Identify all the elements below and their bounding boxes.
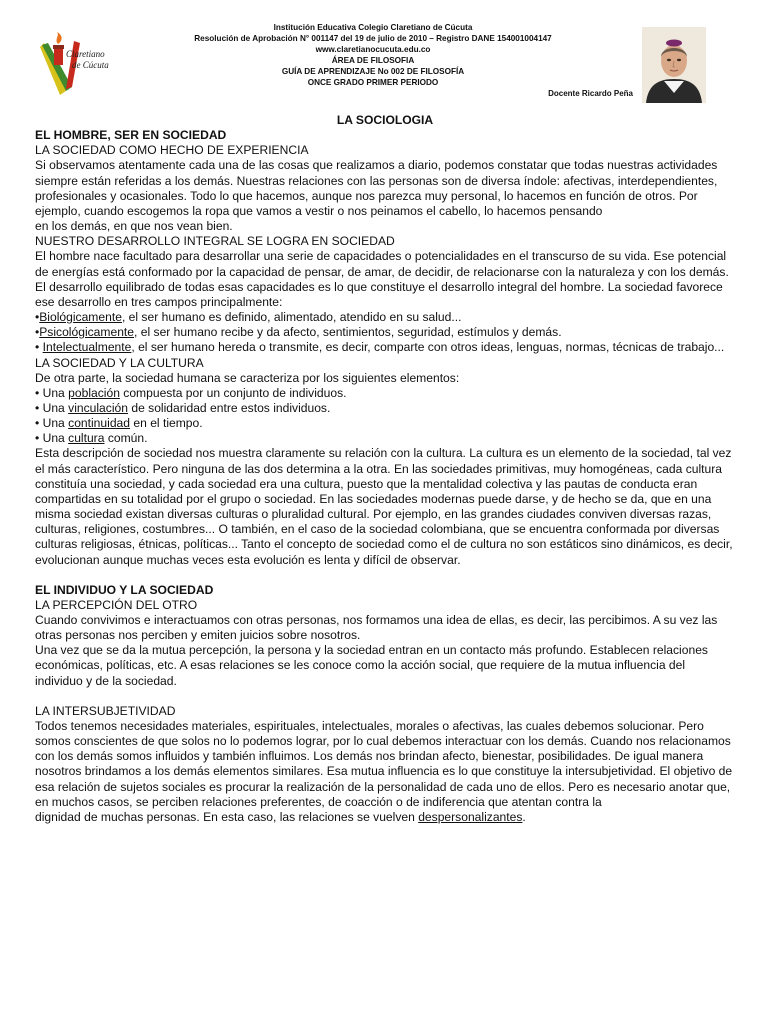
guide-title: GUÍA DE APRENDIZAJE No 002 DE FILOSOFÍA bbox=[281, 67, 465, 76]
list-item-text: compuesta por un conjunto de individuos. bbox=[119, 385, 347, 400]
bullet-icon: • bbox=[35, 340, 43, 355]
paragraph bbox=[35, 810, 735, 825]
list-item bbox=[35, 340, 735, 355]
approval-resolution: Resolución de Aprobación N° 001147 del 19 de julio de 2010 – Registro DANE 154001004147 bbox=[194, 34, 552, 43]
svg-text:Claretiano: Claretiano bbox=[66, 49, 105, 59]
paragraph-end: . bbox=[522, 809, 526, 824]
subsection-heading: LA INTERSUBJETIVIDAD bbox=[35, 703, 176, 718]
subject-area: ÁREA DE FILOSOFIA bbox=[331, 56, 415, 65]
list-item bbox=[35, 325, 735, 340]
document-body bbox=[35, 113, 735, 825]
bullet-icon: • Una bbox=[35, 431, 69, 446]
paragraph: De otra parte, la sociedad humana se caracteriza por los siguientes elementos: bbox=[35, 370, 460, 385]
list-item-text: , el ser humano recibe y da afecto, sentimientos, seguridad, estímulos y demás. bbox=[134, 325, 562, 340]
key-term: Psicológicamente bbox=[39, 325, 135, 340]
spacer bbox=[35, 689, 735, 704]
subsection-heading: LA SOCIEDAD COMO HECHO DE EXPERIENCIA bbox=[35, 143, 309, 158]
website: www.claretianocucuta.edu.co bbox=[315, 45, 431, 54]
founder-portrait bbox=[642, 27, 706, 103]
paragraph: Todos tenemos necesidades materiales, espirituales, intelectuales, morales o afectivas, las cuales debemos solucionar. Pero somos conscientes de que solos no lo podemos lograr, por lo cual debemos interactuar con los demás. Cuando nos relacionamos con los demás somos influidos y también influimos. Los demás nos brindan afecto, bienestar, posibilidades. De igual manera nosotros brindamos a los demás elementos similares. Esa mutua influencia es lo que constituye la intersubjetividad. El objetivo de esa relación de sujetos sociales es procurar la realización de la personalidad de cada uno de ellos. Pero es necesario anotar que, en muchos casos, se perciben relaciones preferentes, de coacción o de indiferencia que atentan contra la bbox=[35, 718, 733, 809]
paragraph: El hombre nace facultado para desarrollar una serie de capacidades o potencialidades en el transcurso de su vida. Ese potencial de energías está conformado por la capacidad de pensar, de amar, de decidir, de relacionarse con la naturaleza y con los demás. El desarrollo equilibrado de todas esas capacidades es lo que constituye el desarrollo integral del hombre. La sociedad favorece ese desarrollo en tres campos principalmente: bbox=[35, 249, 729, 309]
list-item bbox=[35, 416, 735, 431]
page-title: LA SOCIOLOGIA bbox=[336, 113, 434, 127]
grade-period: ONCE GRADO PRIMER PERIODO bbox=[307, 78, 439, 87]
list-item bbox=[35, 401, 735, 416]
key-term: Biológicamente bbox=[39, 310, 122, 325]
school-name: Institución Educativa Colegio Claretiano de Cúcuta bbox=[273, 23, 473, 32]
svg-text:de Cúcuta: de Cúcuta bbox=[72, 60, 109, 70]
paragraph: Esta descripción de sociedad nos muestra claramente su relación con la cultura. La cultura es un elemento de la sociedad, tal vez el más característico. Pero ninguna de las dos determina a la otra. En las sociedades primitivas, muy homogéneas, cada cultura constituía una sociedad, y cada sociedad era una cultura, puesto que la mentalidad colectiva y las pautas de conducta eran compartidas en su totalidad por el grupo o sociedad. En las sociedades modernas puede darse, y de hecho se da, que en una misma sociedad existan diversas culturas o pluralidad cultural. Por ejemplo, en las grandes ciudades conviven diversas razas, culturas, religiones, costumbres... O también, en el caso de la sociedad colombiana, que se encuentra conformada por diversas culturas religiosas, étnicas, políticas... Tanto el concepto de sociedad como el de cultura no son estáticos sino dinámicos, es decir, evolucionan aunque muchas veces esta evolución es lenta y difícil de observar. bbox=[35, 446, 733, 567]
list-item bbox=[35, 386, 735, 401]
document-header bbox=[33, 19, 733, 103]
key-term: cultura bbox=[68, 431, 105, 446]
bullet-icon: • Una bbox=[35, 385, 69, 400]
key-term: despersonalizantes bbox=[418, 809, 523, 824]
spacer bbox=[35, 568, 735, 583]
paragraph: Cuando convivimos e interactuamos con otras personas, nos formamos una idea de ellas, es decir, las percibimos. A su vez las otras personas nos perciben y emiten juicios sobre nosotros. bbox=[35, 613, 718, 643]
key-term: Intelectualmente bbox=[42, 340, 132, 355]
section-heading: EL HOMBRE, SER EN SOCIEDAD bbox=[35, 128, 227, 143]
bullet-icon: • Una bbox=[35, 400, 69, 415]
list-item bbox=[35, 310, 735, 325]
subsection-heading: LA PERCEPCIÓN DEL OTRO bbox=[35, 597, 198, 612]
list-item-text: , el ser humano hereda o transmite, es decir, comparte con otros ideas, lenguas, normas, técnicas de trabajo... bbox=[131, 340, 725, 355]
key-term: vinculación bbox=[68, 400, 128, 415]
list-item-text: común. bbox=[104, 431, 148, 446]
paragraph: en los demás, en que nos vean bien. bbox=[35, 219, 233, 234]
list-item-text: de solidaridad entre estos individuos. bbox=[127, 400, 331, 415]
teacher-name: Docente Ricardo Peña bbox=[548, 89, 633, 98]
paragraph-text: dignidad de muchas personas. En esta caso, las relaciones se vuelven bbox=[35, 809, 419, 824]
bullet-icon: • bbox=[35, 325, 40, 340]
paragraph: Una vez que se da la mutua percepción, la persona y la sociedad entran en un contacto más profundo. Establecen relaciones económicas, políticas, etc. A esas relaciones se les conoce como la acción social, que requiere de la mutua influencia del individuo y de la sociedad. bbox=[35, 643, 708, 688]
paragraph: Si observamos atentamente cada una de las cosas que realizamos a diario, podemos constatar que todas nuestras actividades siempre están referidas a los demás. Nuestras relaciones con las personas son de diversa índole: afectivas, interdependientes, profesionales y ocasionales. Todo lo que hacemos, aunque nos parezca muy personal, lo hacemos en función de otros. Por ejemplo, cuando escogemos la ropa que vamos a vestir o nos peinamos el cabello, lo hacemos pensando bbox=[35, 158, 718, 218]
school-info bbox=[123, 22, 623, 88]
list-item-text: en el tiempo. bbox=[130, 416, 203, 431]
bullet-icon: • bbox=[35, 310, 40, 325]
subsection-heading: NUESTRO DESARROLLO INTEGRAL SE LOGRA EN SOCIEDAD bbox=[35, 234, 395, 249]
list-item bbox=[35, 431, 735, 446]
bullet-icon: • Una bbox=[35, 416, 69, 431]
key-term: continuidad bbox=[68, 416, 131, 431]
key-term: población bbox=[68, 385, 120, 400]
subsection-heading: LA SOCIEDAD Y LA CULTURA bbox=[35, 355, 204, 370]
school-logo bbox=[36, 31, 114, 99]
section-heading: EL INDIVIDUO Y LA SOCIEDAD bbox=[35, 582, 214, 597]
list-item-text: , el ser humano es definido, alimentado, atendido en su salud... bbox=[121, 310, 462, 325]
